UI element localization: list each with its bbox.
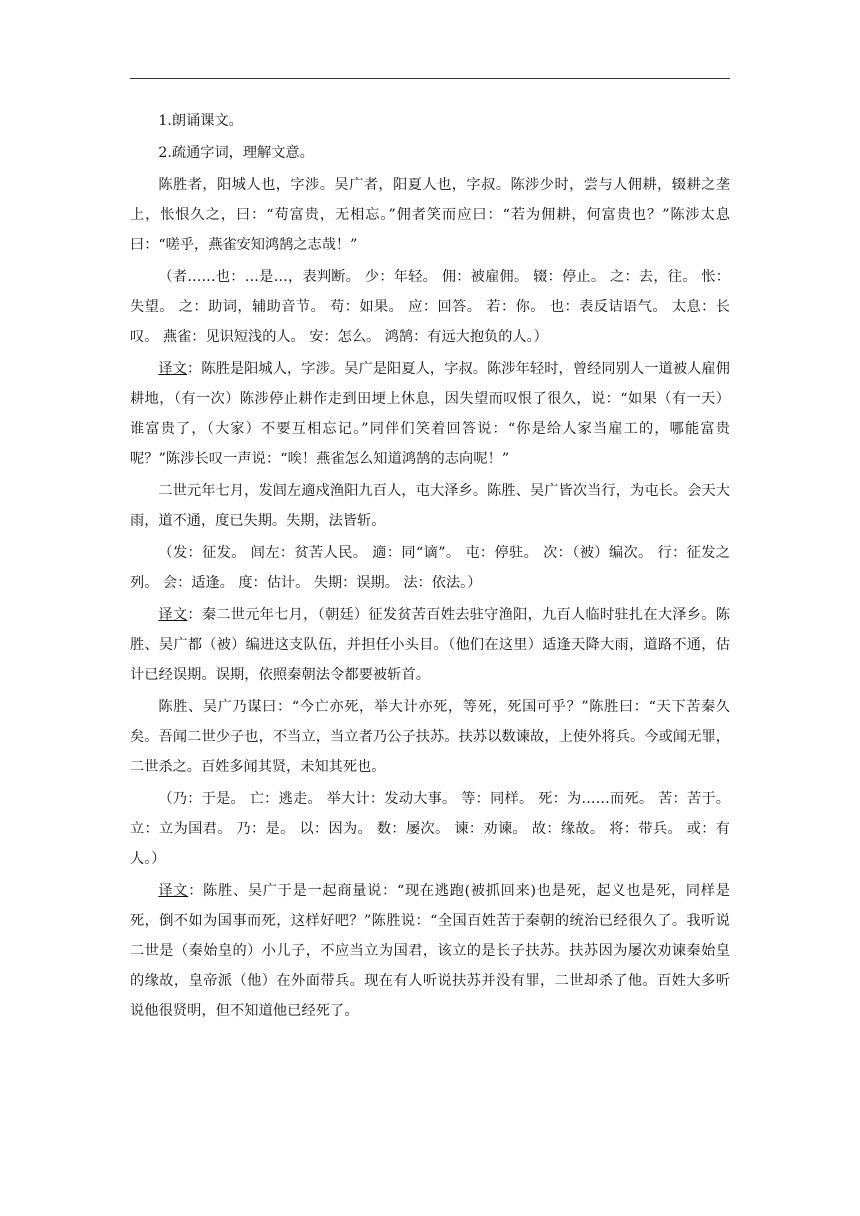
original-paragraph-1: 陈胜者，阳城人也，字涉。吴广者，阳夏人也，字叔。陈涉少时，尝与人佣耕，辍耕之垄上，怅恨久之，曰：“苟富贵，无相忘。”佣者笑而应曰：“若为佣耕，何富贵也？”陈涉太息曰：“嗟乎，燕雀安知鸿鹄之志哉！” bbox=[130, 177, 730, 253]
translation-paragraph-2 bbox=[130, 600, 730, 690]
document-body bbox=[130, 106, 730, 1026]
translation-text: ：陈胜是阳城人，字涉。吴广是阳夏人，字叔。陈涉年轻时，曾经同别人一道被人雇佣耕地，（有一次）陈涉停止耕作走到田埂上休息，因失望而叹恨了很久，说：“如果（有一天）谁富贵了，（大家）不要互相忘记。”同伴们笑着回答说：“你是给人家当雇工的，哪能富贵呢？”陈涉长叹一声说：“唉！燕雀怎么知道鸿鹄的志向呢！” bbox=[130, 361, 731, 467]
original-paragraph-3: 陈胜、吴广乃谋曰：“今亡亦死，举大计亦死，等死，死国可乎？”陈胜曰：“天下苦秦久矣。吾闻二世少子也，不当立，当立者乃公子扶苏。扶苏以数谏故，上使外将兵。今或闻无罪，二世杀之。百姓多闻其贤，未知其死也。 bbox=[130, 699, 730, 775]
notes-paragraph-3: （乃：于是。 亡：逃走。 举大计：发动大事。 等：同样。 死：为……而死。 苦：苦于。 立：立为国君。 乃：是。 以：因为。 数：屡次。 谏：劝谏。 故：缘故。 将：带兵。 或：有人。） bbox=[130, 791, 730, 867]
notes-paragraph-2: （发：征发。 闾左：贫苦人民。 適：同“谪”。 屯：停驻。 次：（被）编次。 行：征发之列。 会：适逢。 度：估计。 失期：误期。 法：依法。） bbox=[130, 545, 730, 591]
item-1: 1.朗诵课文。 bbox=[158, 113, 243, 129]
translation-paragraph-1 bbox=[130, 354, 730, 474]
translation-label: 译文 bbox=[158, 883, 189, 899]
original-paragraph-2: 二世元年七月，发闾左適戍渔阳九百人，屯大泽乡。陈胜、吴广皆次当行，为屯长。会天大雨，道不通，度已失期。失期，法皆斩。 bbox=[130, 483, 730, 529]
translation-label: 译文 bbox=[158, 607, 188, 623]
translation-label: 译文 bbox=[158, 361, 187, 377]
translation-paragraph-3 bbox=[130, 876, 730, 1026]
translation-text: ：秦二世元年七月，（朝廷）征发贫苦百姓去驻守渔阳，九百人临时驻扎在大泽乡。陈胜、吴广都（被）编进这支队伍，并担任小头目。（他们在这里）适逢天降大雨，道路不通，估计已经误期。误期，依照秦朝法令都要被斩首。 bbox=[130, 607, 731, 683]
notes-paragraph-1: （者……也：…是…，表判断。 少：年轻。 佣：被雇佣。 辍：停止。 之：去，往。 怅：失望。 之：助词，辅助音节。 苟：如果。 应：回答。 若：你。 也：表反诘语气。 太息：长叹。 燕雀：见识短浅的人。 安：怎么。 鸿鹄：有远大抱负的人。） bbox=[130, 269, 730, 345]
translation-text: ：陈胜、吴广于是一起商量说：“现在逃跑(被抓回来)也是死，起义也是死，同样是死，倒不如为国事而死，这样好吧？”陈胜说：“全国百姓苦于秦朝的统治已经很久了。我听说二世是（秦始皇的）小儿子，不应当立为国君，该立的是长子扶苏。扶苏因为屡次劝谏秦始皇的缘故，皇帝派（他）在外面带兵。现在有人听说扶苏并没有罪，二世却杀了他。百姓大多听说他很贤明，但不知道他已经死了。 bbox=[130, 883, 730, 1019]
item-2: 2.疏通字词，理解文意。 bbox=[158, 145, 314, 161]
header-rule bbox=[130, 78, 730, 79]
